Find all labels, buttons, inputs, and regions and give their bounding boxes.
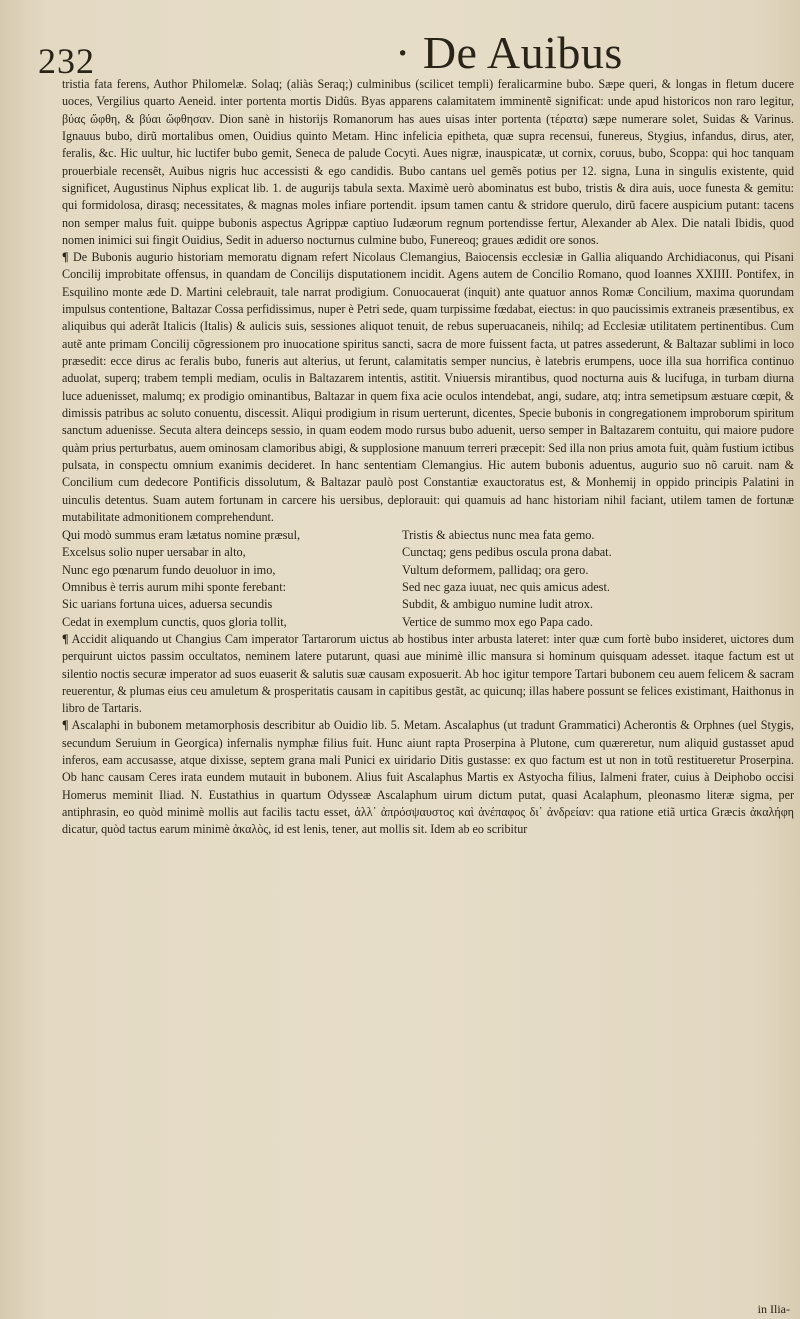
page-number: 232 — [38, 41, 95, 81]
verse-line: Sic uarians fortuna uices, aduersa secundis — [62, 597, 273, 612]
pilcrow-mark: ¶ — [62, 718, 69, 733]
verse-line: Vultum deformem, pallidaq; ora gero. — [402, 562, 589, 577]
verse-line: Cunctaq; gens pedibus oscula prona dabat. — [402, 545, 612, 560]
verse-line: Qui modò summus eram lætatus nomine præsul, — [62, 528, 301, 543]
body-text — [62, 76, 794, 839]
paragraph-tartars — [62, 631, 794, 718]
paragraph-ascalaphus-text: Ascalaphi in bubonem metamorphosis describitur ab Ouidio lib. 5. Metam. Ascalaphus (ut tradunt Grammatici) Acherontis & Orphnes (uel Stygis, secundum Seruium in Georgica) infernalis nymphæ filius fuit. Hunc aiunt rapta Proserpina à Plutone, cum quæreretur, num aliquid gustasset apud inferos, eam accusasse, atque dixisse, septem grana mali Punici ex uiridario Ditis gustasse: ex quo factum est ut non in totũ restitueretur Proserpina. Ob hanc causam Ceres irata eundem mutauit in bubonem. Alius fuit Ascalaphus Martis ex Astyocha filius, Ialmeni frater, cuius à Deiphobo occisi Homerus meminit Iliad. N. Eustathius in quartum Odysseæ Ascalaphum uirum dictum putat, quasi Acalaphum, pleonasmo literæ sigma, per antiphrasin, eo quòd minimè mollis aut facilis tactu esset, ἀλλ᾽ ἀπρόσψαυστος καὶ ἀνέπαφος δι᾽ ἀνδρείαν: qua ratione etiã urtica Græcis ἀκαλήφη dicatur, quòd tactus earum minimè ἀκαλὸς, id est lenis, tener, aut mollis sit. Idem ab eo scribitur — [62, 718, 795, 837]
verse-line: Excelsus solio nuper uersabar in alto, — [62, 545, 246, 560]
catchword: in Ilia- — [757, 1302, 790, 1316]
verse-line: Subdit, & ambiguo numine ludit atrox. — [402, 597, 593, 612]
verse-line: Vertice de summo mox ego Papa cado. — [402, 614, 593, 629]
verse-line: Sed nec gaza iuuat, nec quis amicus adest. — [402, 580, 610, 595]
paragraph-continuation: tristia fata ferens, Author Philomelæ. Solaq; (aliàs Seraq;) culminibus (scilicet templi) feralicarmine bubo. Sæpe queri, & longas in fletum ducere uoces, Vergilius quarto Aeneid. inter portenta mortis Didûs. Byas apparens calamitatem imminentẽ significat: unde apud historicos non raro legitur, βύας ὤφθη, & βύαι ὤφθησαν. Dion sanè in historijs Romanorum has aues uisas inter portenta (τέρατα) sæpe numerare solet, Suidas & Varinus. Ignauus bubo, dirũ mortalibus omen, Ouidius quinto Metam. Hinc infelicia epitheta, quæ supra recensui, funereus, Stygius, infandus, dirus, ater, feralis, &c. Hic uultur, hic luctifer bubo gemit, Seneca de palude Cocyti. Aues nigræ, inauspicatæ, ut cornix, coruus, bubo, Scoppa: qui hoc tanquam prouerbiale recensẽt, Auibus nigris huc accessisti & ego candidis. Bubo cantans uel gemẽs potius per 12. signa, Luna in singulis existente, quid significet, Augustinus Niphus explicat lib. 1. de augurijs tabula sexta. Maximè uerò abominatus est bubo, tristis & dira auis, uoce funesta & gemitu: qui formidolosa, dirasq; necessitates, & magnas moles infiare portendit. ipsum tamen cantu & stridore querulo, dirũ facere auspicium putant: tacens non semper malus fuit. quippe bubonis aspectus Agrippæ captiuo Iudæorum regnum portendisse fertur, Alexander ab Alex. Die natali Ibidis, quod nomen inimici sui fingit Ouidius, Sedit in aduerso nocturnus culmine bubo, Funereoq; graues ædidit ore sonos. — [62, 77, 794, 247]
poem-verses — [62, 527, 794, 631]
verse-line: Cedat in exemplum cunctis, quos gloria tollit, — [62, 614, 287, 629]
paragraph-tartars-text: Accidit aliquando ut Changius Cam imperator Tartarorum uictus ab hostibus inter arbusta lateret: inter quæ cum fortè bubo insideret, uictores dum perquirunt uictos passim occultatos, neminem latere putarunt, quasi aue minimè illic mansura si hominum quisquam adesset. itaque factum est ut silentio noctis securæ imperator ad suos euaserit & salutis suæ causam exposuerit. Ab hoc igitur tempore Tartari bubonem ceu auem felicem & sacram reuerentur, & plumas eius ceu amuletum & prosperitatis causam in capitibus gestãt, ac quicunq; illas habere possunt se felices existimant, Haithonus in libro de Tartaris. — [62, 631, 794, 716]
paragraph-clemangius-text: De Bubonis augurio historiam memoratu dignam refert Nicolaus Clemangius, Baiocensis ecclesiæ in Gallia aliquando Archidiaconus, qui Pisani Concilij improbitate offensus, in quandam de Concilijs disputationem incidit. Agens autem de Concilio Romano, quod Ioannes XXIIII. Pontifex, in Esquilino monte æde D. Martini celebrauit, tale narrat prodigium. Conuocauerat (inquit) ante quatuor annos Romæ Concilium, maxima quorundam impulsus contentione, Baltazar Cossa perfidissimus, nuper è Petri sede, quam turpissime fœdabat, eiectus: in quo paucissimis extraneis præsentibus, ex aliquibus qui aderãt Italicis (Italis) & aulicis suis, sessiones aliquot tenuit, de rebus superuacaneis, nihilq; ad Ecclesiæ utilitatem pertinentibus. Cum autẽ ante primam Concilij cõgressionem pro inuocatione spiritus sancti, sacra de more fuissent facta, ut patres assederunt, & Baltazar sublimi in loco præsedit: ecce dirus ac feralis bubo, funeris aut alterius, ut ferunt, calamitatis semper nuncius, è latebris erumpens, uoce illa sua horrifica continuo aduolat, superq; trabem templi mediam, oculis in Baltazarem intentis, astitit. Vniuersis mirantibus, quod nocturna auis & lucifuga, in turbam diurna luce aduenisset, malumq; ex prodigio ominantibus, Baltazar in quem fixa acie oculos intendebat, angi, sudare, atq; intra semetipsum æstuare cœpit, & dimissis patribus ac soluto conuentu, discessit. Aliqui prodigium in risum uerterunt, dicentes, Specie bubonis in congregationem improborum spiritum sanctum aduenisse. Secuta altera deinceps sessio, in quam eodem modo rursus bubo aduenit, uerso semper in Baltazarem contuitu, qui maiore pudore quàm prius perturbatus, auem ominosam clamoribus abigi, & supplosione manuum terreri præcepit: Sed illa non prius amota fuit, quàm fustium ictibus pulsata, in conspectu omnium exanimis decideret. In hanc sententiam Clemangius. Hic autem bubonis aduentus, augurio suo nõ caruit. nam & Concilium cum dedecore Pontificis dissolutum, & Baltazar paulò post Constantiæ exauctoratus est, & Monhemij in oppido principis Palatini in uinculis detentus. Suam autem fortunam in carcere his uersibus, deplorauit: qui quamuis ad hanc historiam nihil faciant, utilem tamen de fortunæ mutabilitate admonitionem comprehendunt. — [62, 250, 794, 524]
verse-line: Tristis & abiectus nunc mea fata gemo. — [402, 528, 595, 543]
paragraph-clemangius — [62, 249, 794, 526]
verse-line: Nunc ego pœnarum fundo deuoluor in imo, — [62, 562, 276, 577]
pilcrow-mark: ¶ — [62, 250, 69, 265]
verse-line: Omnibus è terris aurum mihi sponte ferebant: — [62, 580, 287, 595]
paragraph-ascalaphus — [62, 717, 794, 838]
pilcrow-mark: ¶ — [62, 631, 69, 646]
running-title: · De Auibus — [395, 27, 623, 78]
